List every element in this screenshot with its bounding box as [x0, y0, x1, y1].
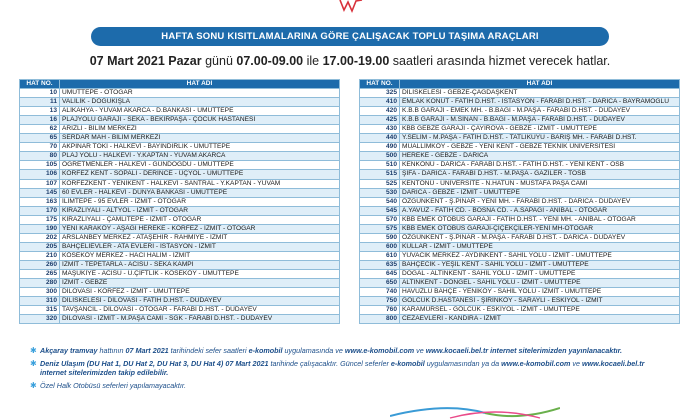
- table-row: [360, 170, 680, 179]
- route-name: KBB EMEK OTOBÜS GARAJI-ÇİÇEKÇİLER-YENİ MH-OTOGAR: [400, 224, 680, 233]
- route-number: 65: [20, 134, 60, 143]
- route-number: 570: [360, 215, 400, 224]
- table-row: [360, 297, 680, 306]
- table-row: [20, 188, 340, 197]
- route-name: KBB GEBZE GARAJI - ÇAYIROVA - GEBZE - İZMİT - UMUTTEPE: [400, 125, 680, 134]
- table-row: [360, 89, 680, 98]
- route-number: 202: [20, 233, 60, 242]
- note-date: 07 Mart 2021: [223, 359, 269, 368]
- route-number: 575: [360, 224, 400, 233]
- header-route-no: HAT NO.: [360, 80, 400, 89]
- route-name: TAVŞANCIL - DİLOVASI - OTOGAR - FARABİ D.HST. - DUDAYEV: [60, 306, 340, 315]
- route-number: 190: [20, 224, 60, 233]
- route-name: İZMİT - TEPETARLA - ACISU - SEKA KAMPI: [60, 260, 340, 269]
- route-name: DARICA - GEBZE - İZMİT - UMUTTEPE: [400, 188, 680, 197]
- table-row: [20, 143, 340, 152]
- table-header-row: [20, 80, 340, 89]
- route-name: İLİMTEPE - 95 EVLER - İZMİT - OTOGAR: [60, 197, 340, 206]
- route-number: 210: [20, 251, 60, 260]
- route-name: DOĞAL - ALTINKENT - SAHİL YOLU - İZMİT - UMUTTEPE: [400, 269, 680, 278]
- route-name: KBB EMEK OTOBÜS GARAJI - FATİH D.HST. - YENİ MH. - ANİBAL - OTOGAR: [400, 215, 680, 224]
- table-row: [20, 215, 340, 224]
- route-number: 62: [20, 125, 60, 134]
- route-name: K.B.B GARAJI - M.SİNAN - B.BAĞI - M.PAŞA - FARABİ D.HST. - DUDAYEV: [400, 116, 680, 125]
- route-number: 70: [20, 143, 60, 152]
- route-number: 175: [20, 215, 60, 224]
- table-row: [360, 152, 680, 161]
- route-number: 260: [20, 260, 60, 269]
- route-number: 105: [20, 161, 60, 170]
- table-row: [20, 242, 340, 251]
- table-header-row: [360, 80, 680, 89]
- service-date: 07 Mart 2021 Pazar: [89, 54, 202, 68]
- route-number: 16: [20, 116, 60, 125]
- route-name: DİLOVASI - İZMİT - M.PAŞA CAMİ - SGK - FARABİ D.HST. - DUDAYEV: [60, 315, 340, 324]
- route-number: 145: [20, 188, 60, 197]
- note-text: ve: [414, 346, 426, 355]
- brand-logo-icon: [338, 0, 364, 14]
- route-name: CEZAEVLERİ - KANDIRA - İZMİT: [400, 315, 680, 324]
- route-number: 80: [20, 152, 60, 161]
- note-text: internet sitelerimizden takip edilebilir.: [40, 368, 169, 377]
- table-row: [20, 279, 340, 288]
- table-row: [20, 134, 340, 143]
- route-number: 490: [360, 143, 400, 152]
- route-table-left: [19, 79, 340, 324]
- table-row: [20, 152, 340, 161]
- route-number: 800: [360, 315, 400, 324]
- route-name: KARAMÜRSEL - GÖLCÜK - ESKİYOL - İZMİT - UMUTTEPE: [400, 306, 680, 315]
- route-name: KÖRFEZ KENT - SOPALI - DERİNCE - ÜÇYOL - UMUTTEPE: [60, 170, 340, 179]
- note-date: 07 Mart 2021: [125, 346, 169, 355]
- route-name: ÖZGÜNKENT - Ş.PINAR - M.PAŞA - FARABİ D.HST. - DARICA - DUDAYEV: [400, 233, 680, 242]
- table-row: [20, 306, 340, 315]
- route-number: 500: [360, 152, 400, 161]
- subtitle-text-3: saatleri arasında hizmet verecek hatlar.: [389, 54, 611, 68]
- route-number: 10: [20, 89, 60, 98]
- route-name: ARSLANBEY MERKEZ - ATAŞEHİR - RAHMİYE - İZMİT: [60, 233, 340, 242]
- route-name: AKPINAR TOKİ - HALKEVİ - BAYINDIRLIK - UMUTTEPE: [60, 143, 340, 152]
- route-name: KİRAZLIYALI - ALTYOL - İZMİT - OTOGAR: [60, 206, 340, 215]
- service-subtitle: [0, 54, 700, 68]
- route-name: KENTÖNÜ - ÜNİVERSİTE - N.HATUN - MUSTAFA PAŞA CAMİ: [400, 179, 680, 188]
- note-text: uygulamasında ve: [282, 346, 345, 355]
- route-number: 106: [20, 170, 60, 179]
- note-akcaray-title: Akçaray tramvay: [40, 346, 98, 355]
- note-deniz-title: Deniz Ulaşım (DU Hat 1, DU Hat 2, DU Hat 3, DU Hat 4): [40, 359, 224, 368]
- table-row: [20, 89, 340, 98]
- route-name: DİLİSKELESİ - DİLOVASI - FATİH D.HST. - DUDAYEV: [60, 297, 340, 306]
- route-number: 13: [20, 107, 60, 116]
- route-name: ARIZLI - BİLİM MERKEZİ: [60, 125, 340, 134]
- service-time-evening: 17.00-19.00: [322, 54, 390, 68]
- route-name: DİLİSKELESİ - GEBZE-ÇAĞDAŞKENT: [400, 89, 680, 98]
- route-name: BAHÇECİK - YEŞİL KENT - SAHİL YOLU - İZMİT - UMUTTEPE: [400, 260, 680, 269]
- table-row: [360, 197, 680, 206]
- route-name: HEREKE - GEBZE - DARICA: [400, 152, 680, 161]
- route-number: 510: [360, 161, 400, 170]
- table-row: [20, 288, 340, 297]
- route-number: 420: [360, 107, 400, 116]
- table-row: [20, 251, 340, 260]
- table-row: [360, 224, 680, 233]
- table-row: [20, 197, 340, 206]
- route-number: 11: [20, 98, 60, 107]
- route-number: 430: [360, 125, 400, 134]
- brand-swoosh-icon: [390, 404, 560, 420]
- route-number: 170: [20, 206, 60, 215]
- page-banner: HAFTA SONU KISITLAMALARINA GÖRE ÇALIŞACAK TOPLU TAŞIMA ARAÇLARI: [91, 27, 609, 46]
- route-number: 107: [20, 179, 60, 188]
- route-name: KENKÖNÜ - DARICA - FARABİ D.HST. - FATİH D.HST. - YENİ KENT - OSB: [400, 161, 680, 170]
- note-akcaray: [30, 346, 670, 355]
- route-number: 545: [360, 206, 400, 215]
- route-name: A.YAVUZ - FATİH CD. - BOSNA CD. - A.SAPAĞI - ANİBAL - OTOGAR: [400, 206, 680, 215]
- table-row: [360, 215, 680, 224]
- route-name: KÖRFEZKENT - YENİKENT - HALKEVİ - SANTRAL - Y.KAPTAN - YUVAM: [60, 179, 340, 188]
- star-bullet-icon: ✱: [30, 381, 37, 390]
- header-route-name: HAT ADI: [60, 80, 340, 89]
- table-row: [20, 116, 340, 125]
- route-name: ŞİFA - DARICA - FARABİ D.HST. - M.PAŞA - GAZİLER - TOSB: [400, 170, 680, 179]
- route-name: GÖLCÜK D.HASTANESİ - ŞİRİNKÖY - SARAYLI - ESKİYOL - İZMİT: [400, 297, 680, 306]
- table-row: [20, 170, 340, 179]
- note-deniz-ulasim: [30, 359, 670, 377]
- table-row: [20, 107, 340, 116]
- note-text: tarihinde çalışacaktır. Güncel seferler: [268, 359, 391, 368]
- route-number: 540: [360, 197, 400, 206]
- table-row: [20, 179, 340, 188]
- route-number: 515: [360, 170, 400, 179]
- subtitle-text-2: ile: [303, 54, 323, 68]
- note-ozel-halk: [30, 381, 670, 390]
- table-row: [360, 279, 680, 288]
- table-row: [360, 98, 680, 107]
- table-row: [360, 306, 680, 315]
- table-row: [360, 233, 680, 242]
- header-route-no: HAT NO.: [20, 80, 60, 89]
- route-number: 610: [360, 251, 400, 260]
- table-row: [360, 134, 680, 143]
- route-number: 300: [20, 288, 60, 297]
- route-name: KULLAR - İZMİT - UMUTTEPE: [400, 242, 680, 251]
- table-row: [20, 98, 340, 107]
- route-number: 325: [360, 89, 400, 98]
- link-e-komobil[interactable]: www.e-komobil.com: [344, 346, 415, 355]
- route-name: KÖSEKÖY MERKEZ - HACI HALİM - İZMİT: [60, 251, 340, 260]
- route-name: K.B.B GARAJI - EMEK MH. - B.BAĞI - M.PAŞA - FARABİ D.HST. - DUDAYEV: [400, 107, 680, 116]
- table-row: [20, 206, 340, 215]
- table-row: [20, 315, 340, 324]
- table-row: [360, 251, 680, 260]
- route-number: 530: [360, 188, 400, 197]
- table-row: [360, 242, 680, 251]
- star-bullet-icon: ✱: [30, 346, 37, 355]
- note-text: uygulamasından ya da: [424, 359, 502, 368]
- route-number: 315: [20, 306, 60, 315]
- route-name: PLAJ YOLU - HALKEVİ - Y.KAPTAN - YUVAM AKARCA: [60, 152, 340, 161]
- service-time-morning: 07.00-09.00: [236, 54, 304, 68]
- route-name: DİLOVASI - KÖRFEZ - İZMİT - UMUTTEPE: [60, 288, 340, 297]
- route-number: 750: [360, 297, 400, 306]
- note-text: hattının: [97, 346, 126, 355]
- route-name: HAVUZLU BAHÇE - YENİKÖY - SAHİL YOLU - İZMİT - UMUTTEPE: [400, 288, 680, 297]
- route-name: YENİ KARAKÖY - AŞAĞI HEREKE - KÖRFEZ - İZMİT - OTOGAR: [60, 224, 340, 233]
- note-text: internet sitelerimizden yayınlanacaktır.: [488, 346, 622, 355]
- route-number: 265: [20, 269, 60, 278]
- note-text: Özel Halk Otobüsü seferleri yapılamayacaktır.: [40, 381, 186, 390]
- table-row: [360, 179, 680, 188]
- route-number: 600: [360, 242, 400, 251]
- route-name: Y.SELİM - M.PAŞA - FATİH D.HST. - TATLIKUYU - BARIŞ MH. - FARABİ D.HST.: [400, 134, 680, 143]
- table-row: [360, 188, 680, 197]
- route-name: MUALLİMKÖY - GEBZE - YENİ KENT - GEBZE TEKNİK ÜNİVERSİTESİ: [400, 143, 680, 152]
- route-name: ALİKAHYA - YUVAM AKARCA - D.BANKASI - UMUTTEPE: [60, 107, 340, 116]
- route-number: 525: [360, 179, 400, 188]
- table-row: [360, 260, 680, 269]
- route-number: 645: [360, 269, 400, 278]
- table-row: [360, 116, 680, 125]
- route-number: 410: [360, 98, 400, 107]
- table-row: [360, 288, 680, 297]
- route-number: 650: [360, 279, 400, 288]
- route-name: UMUTTEPE - OTOGAR: [60, 89, 340, 98]
- route-table-right: [359, 79, 680, 324]
- route-name: EMLAK KONUT - FATİH D.HST. - İSTASYON - FARABİ D.HST. - DARICA - BAYRAMOĞLU: [400, 98, 680, 107]
- route-name: YUVACIK MERKEZ - AYDINKENT - SAHİL YOLU - İZMİT - UMUTTEPE: [400, 251, 680, 260]
- table-row: [360, 269, 680, 278]
- route-name: KİRAZLIYALI - ÇAMLITEPE - İZMİT - OTOGAR: [60, 215, 340, 224]
- table-row: [20, 297, 340, 306]
- route-name: VALİLİK - DOĞUKIŞLA: [60, 98, 340, 107]
- star-bullet-icon: ✱: [30, 359, 37, 368]
- route-number: 440: [360, 134, 400, 143]
- table-row: [360, 206, 680, 215]
- note-text: tarihindeki sefer saatleri: [168, 346, 249, 355]
- notes-section: [30, 346, 670, 394]
- table-row: [360, 125, 680, 134]
- route-name: İZMİT - GEBZE: [60, 279, 340, 288]
- route-number: 280: [20, 279, 60, 288]
- table-row: [360, 143, 680, 152]
- table-row: [20, 233, 340, 242]
- route-number: 590: [360, 233, 400, 242]
- note-app-name: e-komobil: [248, 346, 283, 355]
- route-name: ÖZGÜNKENT - Ş.PINAR - YENİ MH. - FARABİ D.HST. - DARICA - DUDAYEV: [400, 197, 680, 206]
- table-row: [20, 125, 340, 134]
- route-name: ÖĞRETMENLER - HALKEVİ - GÜNDOĞDU - UMUTTEPE: [60, 161, 340, 170]
- route-number: 425: [360, 116, 400, 125]
- route-name: MAŞUKİYE - ACISU - U.ÇİFTLİK - KÖSEKÖY - UMUTTEPE: [60, 269, 340, 278]
- route-number: 740: [360, 288, 400, 297]
- table-row: [20, 224, 340, 233]
- route-name: BAHÇELİEVLER - ATA EVLERİ - İSTASYON - İZMİT: [60, 242, 340, 251]
- table-row: [20, 269, 340, 278]
- table-row: [360, 161, 680, 170]
- route-number: 635: [360, 260, 400, 269]
- header-route-name: HAT ADI: [400, 80, 680, 89]
- route-name: 60 EVLER - HALKEVİ - DÜNYA BANKASI - UMUTTEPE: [60, 188, 340, 197]
- table-row: [360, 107, 680, 116]
- route-number: 760: [360, 306, 400, 315]
- link-e-komobil[interactable]: www.e-komobil.com: [501, 359, 571, 368]
- route-number: 205: [20, 242, 60, 251]
- note-app-name: e-komobil: [390, 359, 425, 368]
- table-row: [360, 315, 680, 324]
- route-number: 320: [20, 315, 60, 324]
- link-kocaeli[interactable]: www.kocaeli.bel.tr: [581, 359, 645, 368]
- route-name: PLAJYOLU GARAJI - SEKA - BEKİRPAŞA - ÇOCUK HASTANESİ: [60, 116, 340, 125]
- table-row: [20, 161, 340, 170]
- note-text: ve: [570, 359, 582, 368]
- link-kocaeli[interactable]: www.kocaeli.bel.tr: [425, 346, 489, 355]
- route-name: SERDAR MAH - BİLİM MERKEZİ: [60, 134, 340, 143]
- route-number: 310: [20, 297, 60, 306]
- table-row: [20, 260, 340, 269]
- route-name: ALTINKENT - DÖNGEL - SAHİL YOLU - İZMİT - UMUTTEPE: [400, 279, 680, 288]
- subtitle-text-1: günü: [201, 54, 237, 68]
- route-number: 163: [20, 197, 60, 206]
